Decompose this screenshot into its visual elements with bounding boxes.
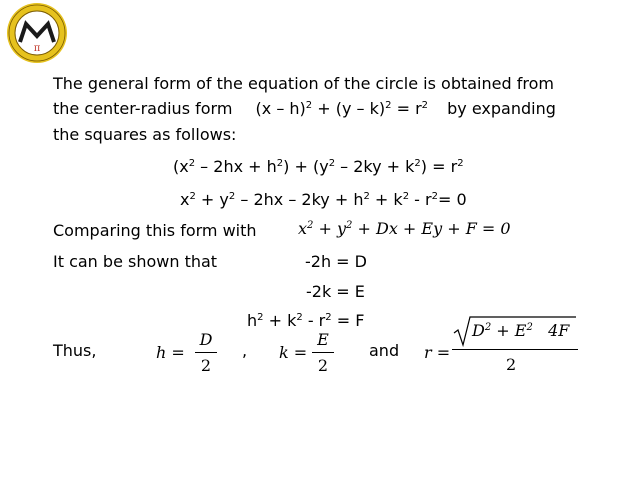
h-denominator: 2 — [200, 356, 212, 375]
shown-eq-e: -2k = E — [306, 282, 365, 301]
department-logo — [6, 2, 68, 64]
k-numerator: E — [317, 330, 329, 349]
h-lhs: h = — [156, 343, 185, 362]
r-fraction — [452, 315, 578, 379]
expanded-squares-equation: $(x^2 - 2hx + h^2) + (y^2 - 2ky + k^2) = r^2$ — [173, 157, 464, 176]
k-denominator: 2 — [317, 356, 329, 375]
intro-line-3: the squares as follows: — [53, 125, 237, 144]
comma-separator: , — [242, 341, 248, 360]
r-lhs: r = — [424, 343, 451, 362]
svg-text:π: π — [33, 43, 41, 54]
k-lhs: k = — [279, 343, 308, 362]
intro-line-2 — [53, 99, 556, 119]
general-form-formula: $x^2 + y^2 + Dx + Ey + F = 0$ — [298, 219, 511, 238]
comparing-label: Comparing this form with — [53, 221, 257, 240]
h-numerator: D — [199, 330, 213, 349]
h-fraction — [195, 330, 217, 376]
thus-label: Thus, — [53, 341, 97, 360]
r-numerator: $D^2 + E^2$ 4F — [472, 321, 570, 340]
center-radius-equation: $(x - h)^2 + (y - k)^2 = r^2$ — [255, 99, 429, 118]
shown-eq-d: -2h = D — [305, 252, 367, 271]
and-label: and — [369, 341, 400, 360]
shown-label: It can be shown that — [53, 252, 218, 271]
intro-line-2-end: by expanding — [447, 99, 556, 118]
r-denominator: 2 — [506, 355, 517, 374]
intro-line-2-start: the center-radius form — [53, 99, 233, 118]
shown-eq-f: $h^2 + k^2 - r^2 = F$ — [247, 311, 365, 330]
logo-seal-icon — [6, 2, 68, 64]
k-fraction — [312, 330, 334, 376]
intro-line-1: The general form of the equation of the circle is obtained from — [53, 74, 554, 93]
general-form-equation: $x^2 + y^2 - 2hx - 2ky + h^2 + k^2 - r^2= 0$ — [180, 190, 467, 209]
